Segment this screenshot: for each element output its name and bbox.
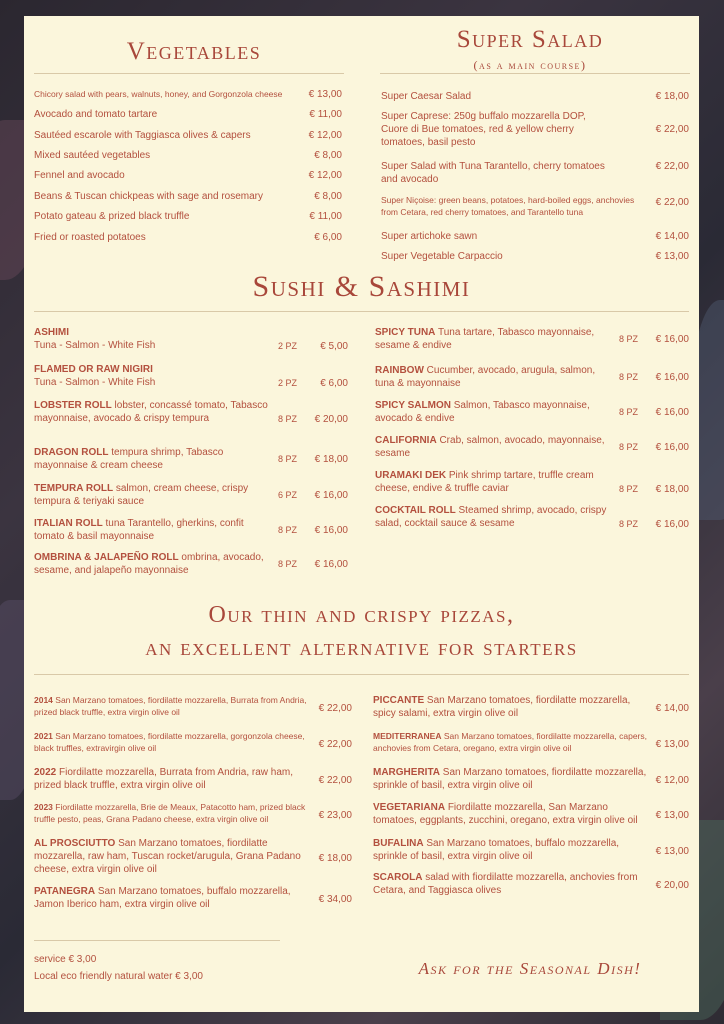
- item-price: € 16,00: [314, 490, 348, 501]
- item-name: PICCANTE San Marzano tomatoes, fiordilatte mozzarella, spicy salami, extra virgin olive oil: [373, 695, 631, 719]
- item-price: € 23,00: [318, 810, 352, 821]
- item-pieces: 8 PZ: [619, 334, 639, 344]
- pizza-item: [373, 837, 689, 865]
- item-price: € 16,00: [655, 442, 689, 453]
- item-name: Beans & Tuscan chickpeas with sage and rosemary: [34, 191, 264, 202]
- service-charge: service € 3,00: [34, 954, 97, 965]
- item-name: Super Caprese: 250g buffalo mozzarella DOP, Cuore di Bue tomatoes, red & yellow cherry tomatoes, basil pesto: [381, 111, 586, 148]
- item-name: AL PROSCIUTTO San Marzano tomatoes, fiordilatte mozzarella, raw ham, Tuscan rocket/arugula, Grana Padano cheese, extra virgin olive oil: [34, 838, 301, 875]
- menu-page: [24, 16, 699, 1012]
- pizza-item: [34, 801, 352, 829]
- pizza-item: [373, 871, 689, 899]
- item-price: € 8,00: [314, 191, 342, 202]
- item-price: € 14,00: [655, 231, 689, 242]
- item-name: ASHIMI Tuna - Salmon - White Fish: [34, 327, 156, 351]
- item-name: 2022 Fiordilatte mozzarella, Burrata from Andria, raw ham, prized black truffle, extra virgin olive oil: [34, 767, 294, 791]
- item-pieces: 2 PZ: [278, 341, 298, 351]
- vegetable-item: [34, 231, 342, 245]
- vegetable-item: [34, 108, 342, 122]
- item-price: € 22,00: [655, 197, 689, 208]
- vegetables-title: Vegetables: [126, 38, 262, 65]
- item-price: € 16,00: [314, 525, 348, 536]
- item-name: 2014 San Marzano tomatoes, fiordilatte mozzarella, Burrata from Andria, prized black truffle, extra virgin olive oil: [34, 695, 307, 717]
- item-name: SPICY TUNA Tuna tartare, Tabasco mayonnaise, sesame & endive: [375, 327, 595, 351]
- item-price: € 18,00: [655, 91, 689, 102]
- item-price: € 16,00: [655, 372, 689, 383]
- item-name: VEGETARIANA Fiordilatte mozzarella, San Marzano tomatoes, eggplants, zucchini, oregano, extra virgin olive oil: [373, 802, 638, 826]
- sushi-item: [34, 399, 348, 427]
- item-name: URAMAKI DEK Pink shrimp tartare, truffle cream cheese, endive & truffle caviar: [375, 470, 594, 494]
- super-salad-item: [381, 250, 689, 264]
- item-price: € 6,00: [314, 232, 342, 243]
- item-price: € 14,00: [655, 703, 689, 714]
- vegetable-item: [34, 129, 342, 143]
- item-name: DRAGON ROLL tempura shrimp, Tabasco mayonnaise & cream cheese: [34, 447, 224, 471]
- item-pieces: 8 PZ: [619, 484, 639, 494]
- item-name: Super artichoke sawn: [381, 231, 478, 242]
- super-salad-item: [381, 230, 689, 244]
- item-name: SPICY SALMON Salmon, Tabasco mayonnaise, avocado & endive: [375, 400, 590, 424]
- item-name: MARGHERITA San Marzano tomatoes, fiordilatte mozzarella, sprinkle of basil, extra virgin olive oil: [373, 767, 647, 791]
- item-price: € 18,00: [314, 454, 348, 465]
- item-price: € 22,00: [318, 775, 352, 786]
- item-name: TEMPURA ROLL salmon, cream cheese, crispy tempura & teriyaki sauce: [34, 483, 249, 507]
- pizza-item: [373, 801, 689, 829]
- pizza-title-line2: an excellent alternative for starters: [145, 635, 578, 661]
- item-pieces: 8 PZ: [278, 454, 298, 464]
- item-name: Chicory salad with pears, walnuts, honey, and Gorgonzola cheese: [34, 89, 283, 99]
- item-price: € 13,00: [655, 251, 689, 262]
- item-price: € 16,00: [655, 407, 689, 418]
- item-price: € 16,00: [314, 559, 348, 570]
- super-salad-item: [381, 194, 689, 222]
- item-name: BUFALINA San Marzano tomatoes, buffalo mozzarella, sprinkle of basil, extra virgin olive oil: [373, 838, 620, 862]
- item-price: € 6,00: [320, 378, 348, 389]
- item-pieces: 8 PZ: [619, 442, 639, 452]
- super-salad-item: [381, 90, 689, 104]
- pizza-item: [373, 694, 689, 722]
- item-price: € 13,00: [655, 846, 689, 857]
- item-name: FLAMED OR RAW NIGIRI Tuna - Salmon - White Fish: [34, 364, 156, 388]
- vegetable-item: [34, 149, 342, 163]
- item-price: € 13,00: [655, 810, 689, 821]
- vegetable-item: [34, 88, 342, 102]
- sushi-item: [34, 363, 348, 391]
- item-price: € 34,00: [318, 894, 352, 905]
- super-salad-item: [381, 160, 689, 188]
- water-price: Local eco friendly natural water € 3,00: [34, 971, 203, 982]
- item-price: € 11,00: [309, 109, 342, 120]
- sushi-title: Sushi & Sashimi: [252, 270, 471, 303]
- item-name: Super Niçoise: green beans, potatoes, hard-boiled eggs, anchovies from Cetara, red cherry tomatoes, and Tarantello tuna: [381, 195, 635, 217]
- item-name: Sautéed escarole with Taggiasca olives & capers: [34, 130, 251, 141]
- item-price: € 12,00: [655, 775, 689, 786]
- item-pieces: 8 PZ: [278, 414, 298, 424]
- item-pieces: 8 PZ: [278, 525, 298, 535]
- item-pieces: 6 PZ: [278, 490, 298, 500]
- item-name: MEDITERRANEA San Marzano tomatoes, fiordilatte mozzarella, capers, anchovies from Cetara, oregano, extra virgin olive oil: [373, 731, 647, 753]
- item-price: € 12,00: [308, 130, 342, 141]
- item-name: LOBSTER ROLL lobster, concassé tomato, Tabasco mayonnaise, avocado & crispy tempura: [34, 400, 268, 424]
- item-price: € 12,00: [308, 170, 342, 181]
- item-price: € 18,00: [655, 484, 689, 495]
- item-name: Super Vegetable Carpaccio: [381, 251, 503, 262]
- vegetable-item: [34, 210, 342, 224]
- pizza-item: [34, 766, 352, 794]
- item-name: OMBRINA & JALAPEÑO ROLL ombrina, avocado, sesame, and jalapeño mayonnaise: [34, 552, 264, 576]
- item-name: Super Caesar Salad: [381, 91, 472, 102]
- item-price: € 18,00: [318, 853, 352, 864]
- sushi-item: [375, 364, 689, 392]
- vegetable-item: [34, 190, 342, 204]
- item-name: CALIFORNIA Crab, salmon, avocado, mayonnaise, sesame: [375, 435, 605, 459]
- item-name: COCKTAIL ROLL Steamed shrimp, avocado, crispy salad, cocktail sauce & sesame: [375, 505, 607, 529]
- item-name: Mixed sautéed vegetables: [34, 150, 151, 161]
- item-price: € 13,00: [308, 89, 342, 100]
- item-price: € 16,00: [655, 519, 689, 530]
- sushi-item: [34, 446, 348, 474]
- vegetable-item: [34, 169, 342, 183]
- item-pieces: 2 PZ: [278, 378, 298, 388]
- item-name: Potato gateau & prized black truffle: [34, 211, 190, 222]
- item-price: € 16,00: [655, 334, 689, 345]
- item-price: € 20,00: [655, 880, 689, 891]
- item-name: RAINBOW Cucumber, avocado, arugula, salmon, tuna & mayonnaise: [375, 365, 596, 389]
- item-name: Fried or roasted potatoes: [34, 232, 146, 243]
- item-name: SCAROLA salad with fiordilatte mozzarella, anchovies from Cetara, and Taggiasca olives: [373, 872, 638, 896]
- item-name: Avocado and tomato tartare: [34, 109, 158, 120]
- pizza-item: [34, 694, 352, 722]
- sushi-item: [34, 551, 348, 579]
- item-price: € 22,00: [655, 161, 689, 172]
- item-pieces: 8 PZ: [619, 407, 639, 417]
- seasonal-dish-note: Ask for the Seasonal Dish!: [418, 959, 642, 978]
- item-price: € 13,00: [655, 739, 689, 750]
- sushi-item: [375, 399, 689, 427]
- item-pieces: 8 PZ: [619, 519, 639, 529]
- pizza-item: [34, 730, 352, 758]
- sushi-item: [34, 517, 348, 545]
- pizza-item: [373, 730, 689, 758]
- sushi-item: [375, 326, 689, 354]
- item-price: € 22,00: [655, 124, 689, 135]
- sushi-item: [375, 469, 689, 497]
- item-pieces: 8 PZ: [619, 372, 639, 382]
- pizza-item: [34, 837, 352, 879]
- item-name: Fennel and avocado: [34, 170, 125, 181]
- item-price: € 22,00: [318, 703, 352, 714]
- item-name: PATANEGRA San Marzano tomatoes, buffalo mozzarella, Jamon Iberico ham, extra virgin olive oil: [34, 886, 291, 910]
- item-pieces: 8 PZ: [278, 559, 298, 569]
- item-name: Super Salad with Tuna Tarantello, cherry tomatoes and avocado: [381, 161, 605, 185]
- pizza-title-line1: Our thin and crispy pizzas,: [208, 602, 515, 628]
- sushi-item: [375, 434, 689, 462]
- item-price: € 5,00: [320, 341, 348, 352]
- super-salad-title: Super Salad: [456, 26, 604, 53]
- item-price: € 20,00: [314, 414, 348, 425]
- pizza-item: [34, 885, 352, 913]
- item-price: € 8,00: [314, 150, 342, 161]
- item-name: 2023 Fiordilatte mozzarella, Brie de Meaux, Patacotto ham, prized black truffle pesto, peas, Grana Padano cheese, extra virgin olive oil: [34, 802, 306, 824]
- item-name: ITALIAN ROLL tuna Tarantello, gherkins, confit tomato & basil mayonnaise: [34, 518, 244, 542]
- super-salad-item: [381, 110, 689, 152]
- sushi-item: [34, 326, 348, 354]
- super-salad-subtitle: (as a main course): [473, 58, 587, 72]
- pizza-item: [373, 766, 689, 794]
- item-name: 2021 San Marzano tomatoes, fiordilatte mozzarella, gorgonzola cheese, black truffles, extravirgin olive oil: [34, 731, 305, 753]
- item-price: € 11,00: [309, 211, 342, 222]
- sushi-item: [375, 504, 689, 532]
- item-price: € 22,00: [318, 739, 352, 750]
- sushi-item: [34, 482, 348, 510]
